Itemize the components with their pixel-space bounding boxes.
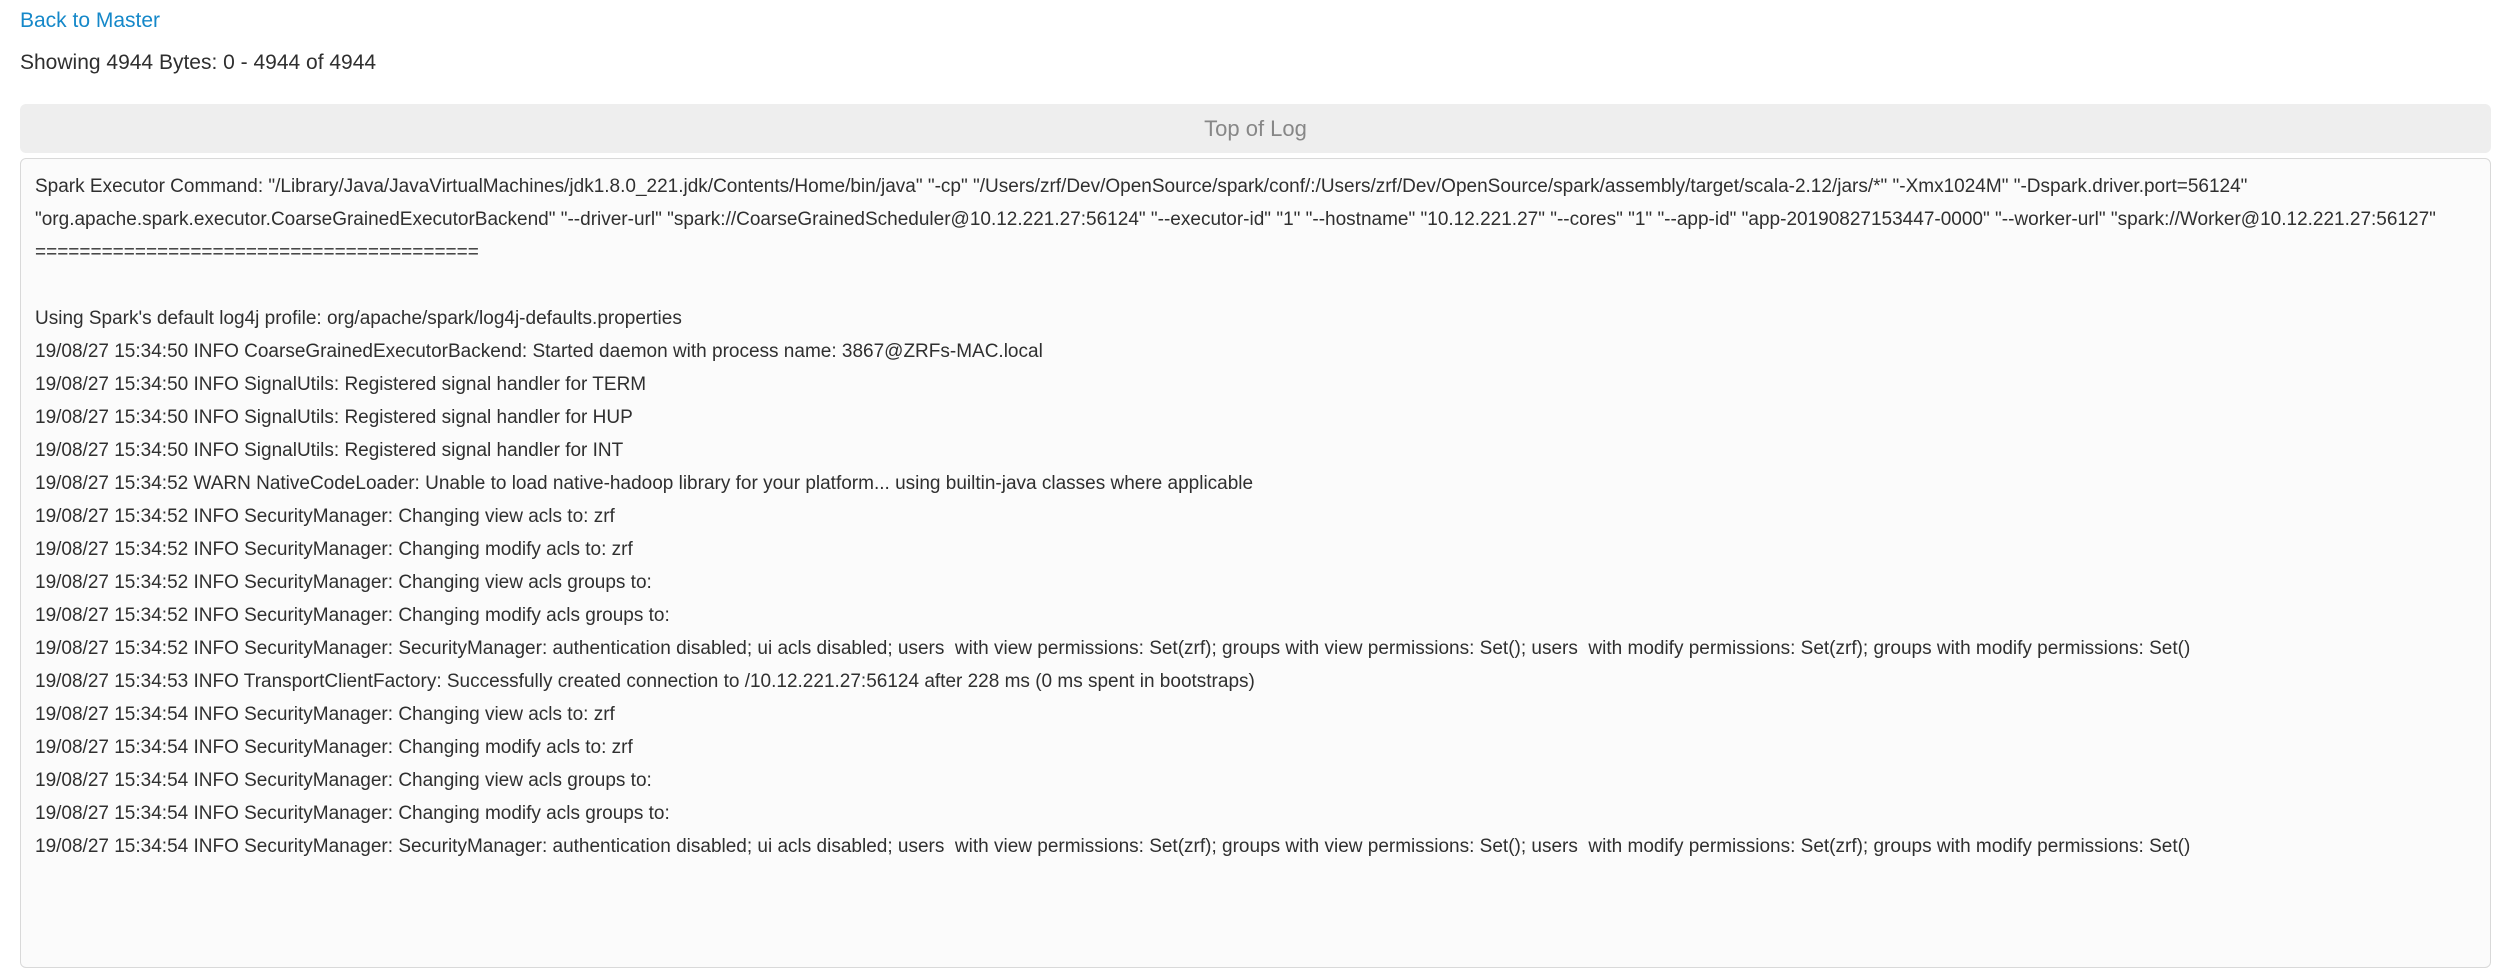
log-line: 19/08/27 15:34:52 INFO SecurityManager: Changing view acls groups to: (35, 572, 652, 593)
log-line: 19/08/27 15:34:52 INFO SecurityManager: SecurityManager: authentication disabled; ui acls disabled; users with view permissions: Set(zrf); groups with view permissions: Set(); users with modify permissions: Set(zrf); groups with modify permissions: Set() (35, 638, 2191, 659)
log-line: 19/08/27 15:34:53 INFO TransportClientFactory: Successfully created connection to /10.12.221.27:56124 after 228 ms (0 ms spent in bootstraps) (35, 671, 1255, 692)
back-to-master-link[interactable]: Back to Master (20, 9, 161, 32)
log-line (35, 269, 2476, 302)
log-line: 19/08/27 15:34:50 INFO SignalUtils: Registered signal handler for INT (35, 440, 624, 461)
log-lines (35, 170, 2476, 863)
log-line: 19/08/27 15:34:50 INFO SignalUtils: Registered signal handler for HUP (35, 407, 633, 428)
log-line: 19/08/27 15:34:52 INFO SecurityManager: Changing view acls to: zrf (35, 506, 615, 527)
log-line: ======================================== (35, 242, 479, 263)
log-header-label: Top of Log (1204, 115, 1307, 141)
log-line: 19/08/27 15:34:54 INFO SecurityManager: Changing modify acls to: zrf (35, 737, 633, 758)
log-line: 19/08/27 15:34:50 INFO SignalUtils: Registered signal handler for TERM (35, 374, 647, 395)
log-line: 19/08/27 15:34:52 WARN NativeCodeLoader: Unable to load native-hadoop library for your platform... using builtin-java classes where applicable (35, 473, 1254, 494)
log-line: 19/08/27 15:34:54 INFO SecurityManager: SecurityManager: authentication disabled; ui acls disabled; users with view permissions: Set(zrf); groups with view permissions: Set(); users with modify permissions: Set(zrf); groups with modify permissions: Set() (35, 836, 2191, 857)
log-header-bar (20, 104, 2491, 153)
log-line: Spark Executor Command: "/Library/Java/JavaVirtualMachines/jdk1.8.0_221.jdk/Contents/Home/bin/java" "-cp" "/Users/zrf/Dev/OpenSource/spark/conf/:/Users/zrf/Dev/OpenSource/spark/assembly/target/scala-2.12/jars/*" "-Xmx1024M" "-Dspark.driver.port=56124" "org.apache.spark.executor.CoarseGrainedExecutorBackend" "--driver-url" "spark://CoarseGrainedScheduler@10.12.221.27:56124" "--executor-id" "1" "--hostname" "10.12.221.27" "--cores" "1" "--app-id" "app-20190827153447-0000" "--worker-url" "spark://Worker@10.12.221.27:56127" (35, 176, 2436, 230)
log-line: 19/08/27 15:34:52 INFO SecurityManager: Changing modify acls groups to: (35, 605, 670, 626)
log-line: 19/08/27 15:34:54 INFO SecurityManager: Changing view acls to: zrf (35, 704, 615, 725)
log-line: 19/08/27 15:34:52 INFO SecurityManager: Changing modify acls to: zrf (35, 539, 633, 560)
log-line: 19/08/27 15:34:54 INFO SecurityManager: Changing modify acls groups to: (35, 803, 670, 824)
log-line: 19/08/27 15:34:50 INFO CoarseGrainedExecutorBackend: Started daemon with process name: 3867@ZRFs-MAC.local (35, 341, 1043, 362)
log-line: 19/08/27 15:34:54 INFO SecurityManager: Changing view acls groups to: (35, 770, 652, 791)
log-content[interactable] (20, 158, 2491, 968)
bytes-range-text: Showing 4944 Bytes: 0 - 4944 of 4944 (20, 51, 377, 74)
log-line: Using Spark's default log4j profile: org/apache/spark/log4j-defaults.properties (35, 308, 682, 329)
